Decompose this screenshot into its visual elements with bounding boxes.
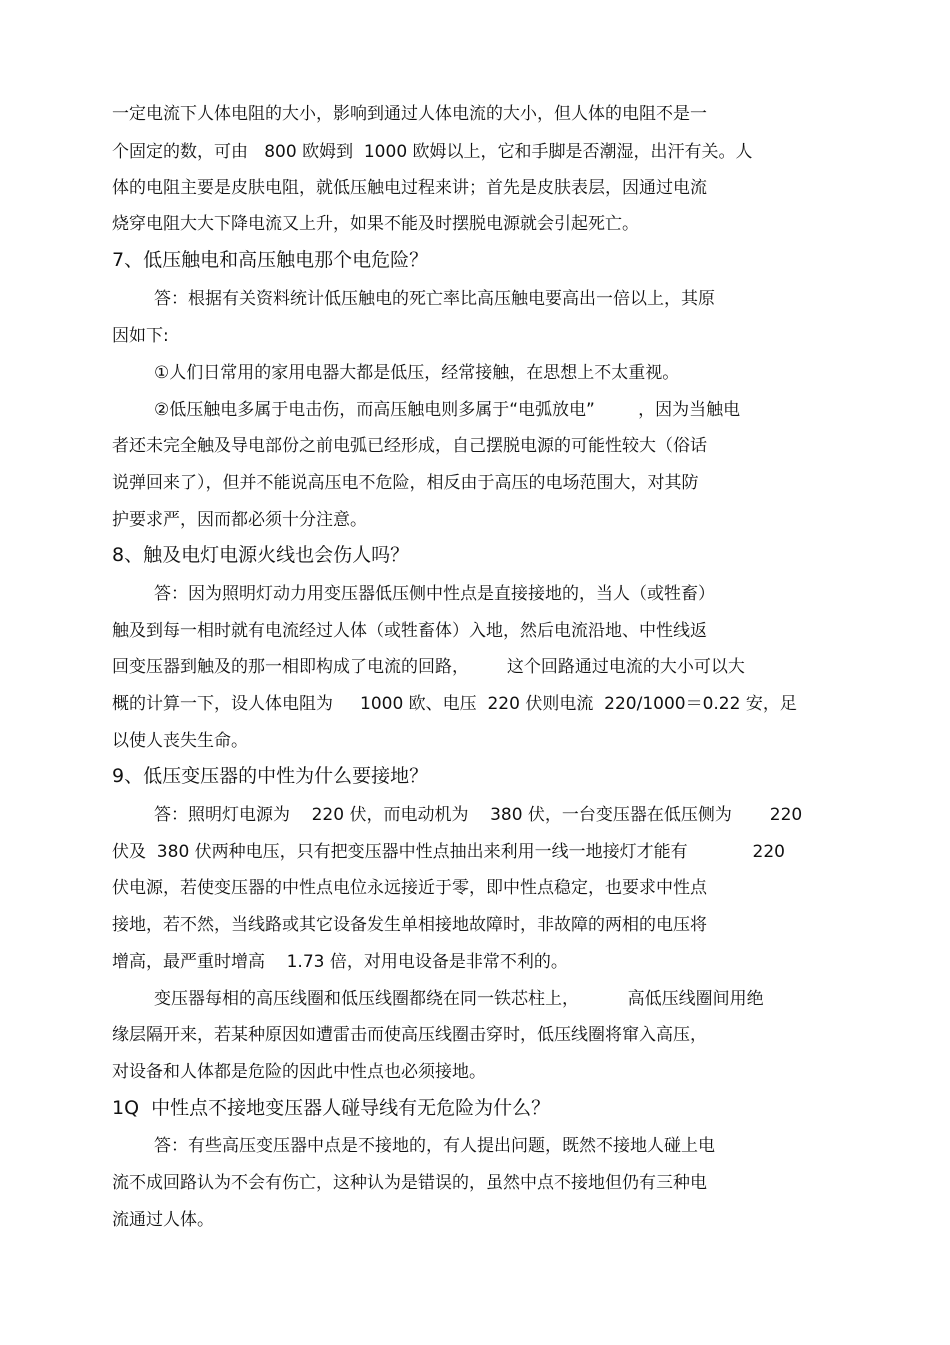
body-text-line: 说弹回来了），但并不能说高压电不危险，相反由于高压的电场范围大，对其防 <box>112 473 699 493</box>
body-text-line: 概的计算一下，设人体电阻为 1000 欧、电压 220 伏则电流 220/1000＝0.22 安，足 <box>112 694 797 714</box>
body-text-line: 护要求严，因而都必须十分注意。 <box>112 510 367 530</box>
body-text-line: 答：因为照明灯动力用变压器低压侧中性点是直接接地的，当人（或牲畜） <box>154 584 715 604</box>
body-text-line: 回变压器到触及的那一相即构成了电流的回路， 这个回路通过电流的大小可以大 <box>112 657 745 677</box>
body-text-line: 增高，最严重时增高 1.73 倍，对用电设备是非常不利的。 <box>112 952 568 972</box>
body-text-line: 因如下: <box>112 326 169 346</box>
body-text-line: 伏电源，若使变压器的中性点电位永远接近于零，即中性点稳定，也要求中性点 <box>112 878 707 898</box>
body-text-line: 答：根据有关资料统计低压触电的死亡率比高压触电要高出一倍以上，其原 <box>154 289 715 309</box>
body-text-line: 一定电流下人体电阻的大小，影响到通过人体电流的大小，但人体的电阻不是一 <box>112 104 707 124</box>
body-text-line: 流通过人体。 <box>112 1210 214 1230</box>
section-heading-10: 1Q 中性点不接地变压器人碰导线有无危险为什么？ <box>112 1097 551 1119</box>
body-text-line: 变压器每相的高压线圈和低压线圈都绕在同一铁芯柱上， 高低压线圈间用绝 <box>154 989 764 1009</box>
section-heading-7: 7、低压触电和高压触电那个电危险？ <box>112 249 429 271</box>
section-heading-9: 9、低压变压器的中性为什么要接地？ <box>112 765 429 787</box>
body-text-line: ①人们日常用的家用电器大都是低压，经常接触，在思想上不太重视。 <box>154 363 680 383</box>
section-heading-8: 8、触及电灯电源火线也会伤人吗？ <box>112 544 410 566</box>
body-text-line: 伏及 380 伏两种电压，只有把变压器中性点抽出来利用一线一地接灯才能有 220 <box>112 842 785 862</box>
body-text-line: 以使人丧失生命。 <box>112 731 248 751</box>
body-text-line: 流不成回路认为不会有伤亡，这种认为是错误的，虽然中点不接地但仍有三种电 <box>112 1173 707 1193</box>
body-text-line: 接地，若不然，当线路或其它设备发生单相接地故障时，非故障的两相的电压将 <box>112 915 707 935</box>
body-text-line: 触及到每一相时就有电流经过人体（或牲畜体）入地，然后电流沿地、中性线返 <box>112 621 707 641</box>
body-text-line: 体的电阻主要是皮肤电阻，就低压触电过程来讲；首先是皮肤表层，因通过电流 <box>112 178 707 198</box>
body-text-line: 缘层隔开来，若某种原因如遭雷击而使高压线圈击穿时，低压线圈将窜入高压， <box>112 1025 707 1045</box>
body-text-line: 答：有些高压变压器中点是不接地的，有人提出问题，既然不接地人碰上电 <box>154 1136 715 1156</box>
body-text-line: 个固定的数，可由 800 欧姆到 1000 欧姆以上，它和手脚是否潮湿，出汗有关。人 <box>112 142 753 162</box>
body-text-line: 答：照明灯电源为 220 伏，而电动机为 380 伏，一台变压器在低压侧为 220 <box>154 805 803 825</box>
body-text-line: 者还未完全触及导电部份之前电弧已经形成，自己摆脱电源的可能性较大（俗话 <box>112 436 707 456</box>
body-text-line: 对设备和人体都是危险的因此中性点也必须接地。 <box>112 1062 486 1082</box>
body-text-line: 烧穿电阻大大下降电流又上升，如果不能及时摆脱电源就会引起死亡。 <box>112 214 639 234</box>
body-text-line: ②低压触电多属于电击伤，而高压触电则多属于“电弧放电” ，因为当触电 <box>154 400 741 420</box>
